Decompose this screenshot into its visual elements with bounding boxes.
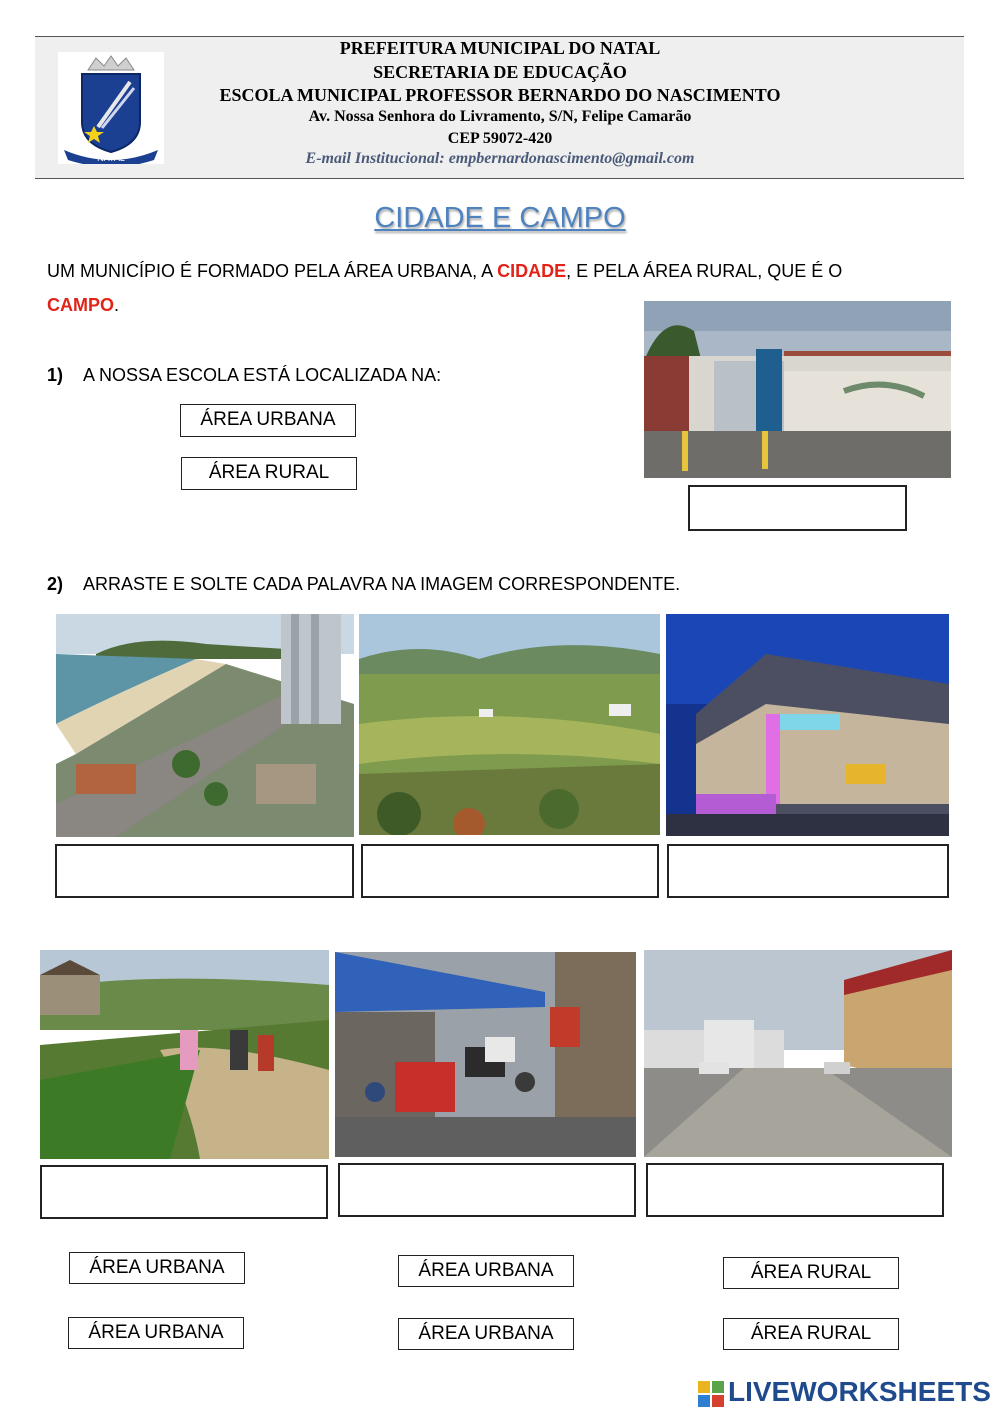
intro-text-2: , E PELA ÁREA RURAL, QUE É O xyxy=(566,261,843,281)
photo-rural-road-children xyxy=(40,950,329,1159)
photo-coastal-city xyxy=(56,614,354,837)
question-2 xyxy=(47,567,680,601)
question-1-text: A NOSSA ESCOLA ESTÁ LOCALIZADA NA: xyxy=(83,365,442,385)
photo-busy-street-market xyxy=(335,952,636,1157)
drop-zone-3[interactable] xyxy=(667,844,949,898)
drop-zone-1[interactable] xyxy=(55,844,354,898)
question-2-text: ARRASTE E SOLTE CADA PALAVRA NA IMAGEM CORRESPONDENTE. xyxy=(83,574,681,594)
school-photo xyxy=(644,301,951,478)
word-area-rural-1[interactable]: ÁREA RURAL xyxy=(723,1257,899,1289)
q1-option-area-rural[interactable]: ÁREA RURAL xyxy=(181,457,357,490)
intro-cidade-highlight: CIDADE xyxy=(497,261,567,281)
photo-urban-avenue xyxy=(644,950,952,1157)
liveworksheets-brand[interactable]: LIVEWORKSHEETS xyxy=(728,1376,991,1407)
intro-text-3: . xyxy=(114,295,120,315)
header-line-secretaria: SECRETARIA DE EDUCAÇÃO xyxy=(373,62,627,82)
word-area-urbana-4[interactable]: ÁREA URBANA xyxy=(398,1318,574,1350)
photo-countryside-farms xyxy=(359,614,660,835)
word-area-rural-2[interactable]: ÁREA RURAL xyxy=(723,1318,899,1350)
word-area-urbana-2[interactable]: ÁREA URBANA xyxy=(68,1317,244,1349)
intro-text-1: UM MUNICÍPIO É FORMADO PELA ÁREA URBANA, A xyxy=(47,261,498,281)
word-area-urbana-1[interactable]: ÁREA URBANA xyxy=(69,1252,245,1284)
page-title: CIDADE E CAMPO xyxy=(374,202,626,234)
intro-paragraph-line2 xyxy=(47,288,119,322)
header-line-address: Av. Nossa Senhora do Livramento, S/N, Felipe Camarão xyxy=(308,108,692,125)
intro-campo-highlight: CAMPO xyxy=(47,295,114,315)
header-line-cep: CEP 59072-420 xyxy=(447,130,553,147)
q1-option-area-urbana[interactable]: ÁREA URBANA xyxy=(180,404,356,437)
drop-zone-5[interactable] xyxy=(338,1163,636,1217)
question-2-number: 2) xyxy=(47,574,64,594)
school-photo-drop-zone[interactable] xyxy=(688,485,907,531)
photo-shopping-mall xyxy=(666,614,949,836)
drop-zone-4[interactable] xyxy=(40,1165,328,1219)
question-1-number: 1) xyxy=(47,365,64,385)
liveworksheets-logo-icon xyxy=(698,1381,724,1407)
word-area-urbana-3[interactable]: ÁREA URBANA xyxy=(398,1255,574,1287)
crest-label: NATAL xyxy=(97,153,125,163)
question-1 xyxy=(47,358,441,392)
header-line-prefeitura: PREFEITURA MUNICIPAL DO NATAL xyxy=(339,38,661,58)
intro-paragraph xyxy=(47,254,967,288)
header-line-email: E-mail Institucional: empbernardonascimento@gmail.com xyxy=(305,150,695,167)
city-crest-logo xyxy=(58,52,164,164)
drop-zone-6[interactable] xyxy=(646,1163,944,1217)
drop-zone-2[interactable] xyxy=(361,844,659,898)
header-line-escola: ESCOLA MUNICIPAL PROFESSOR BERNARDO DO NASCIMENTO xyxy=(219,85,781,105)
